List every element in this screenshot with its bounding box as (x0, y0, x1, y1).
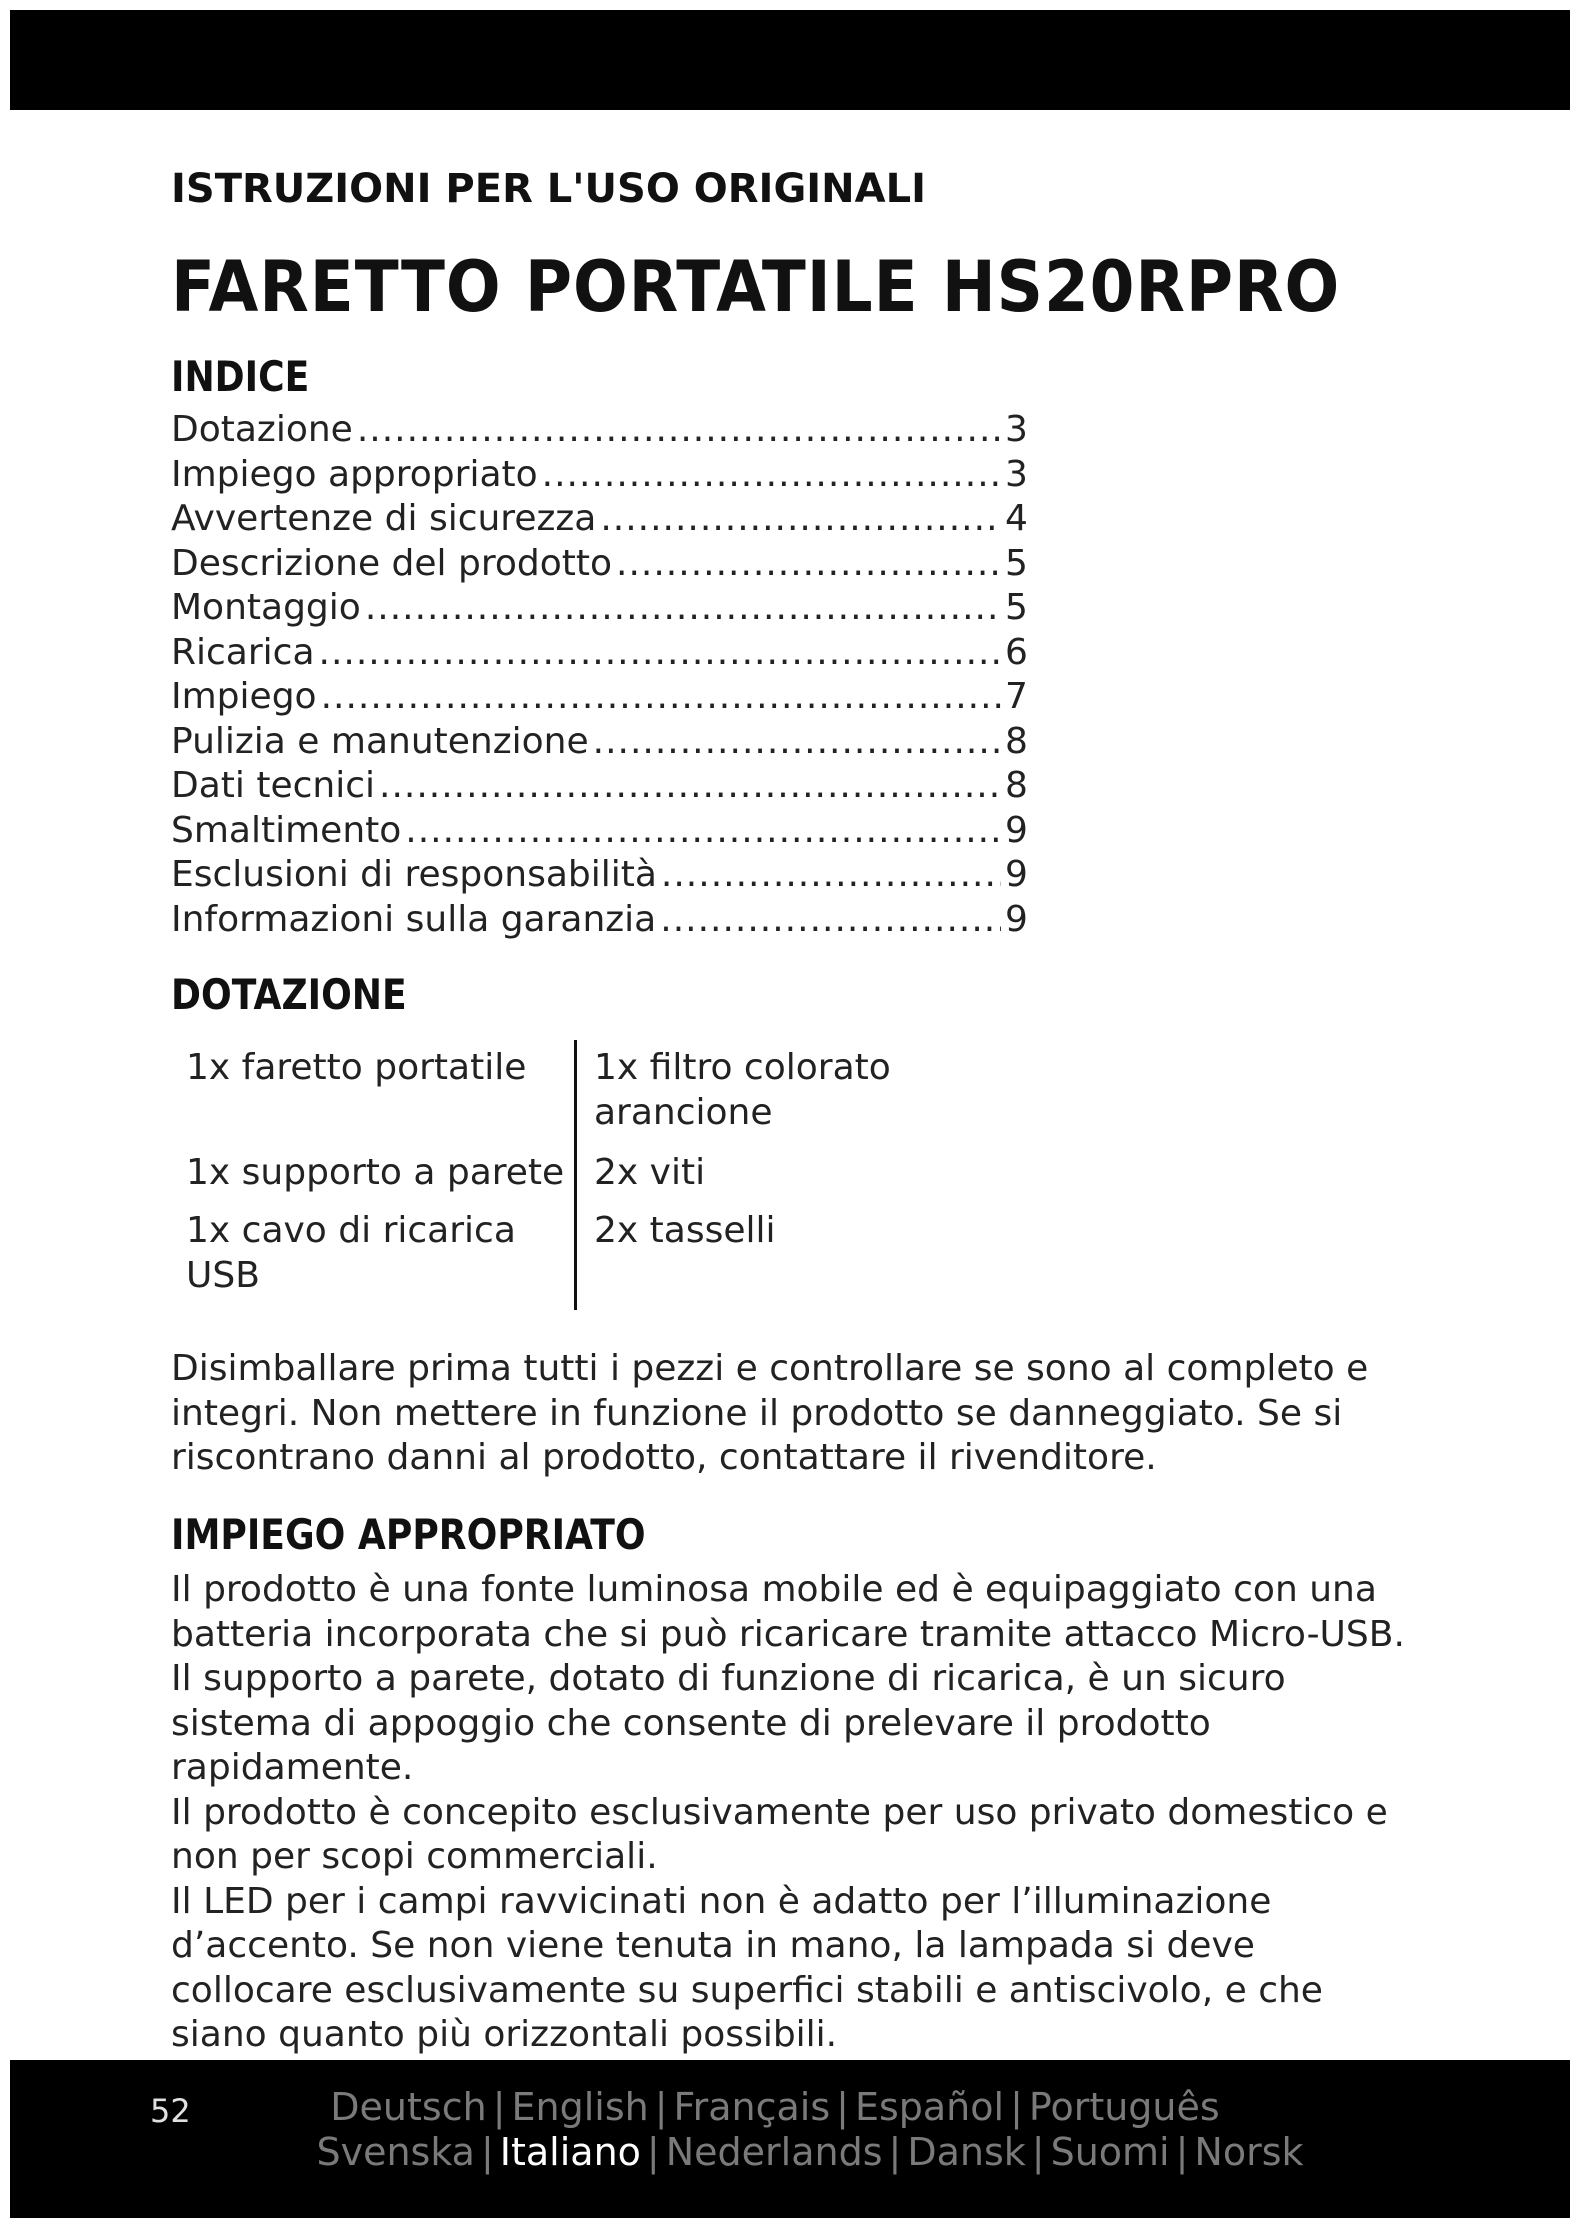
contents-item: 1x supporto a parete (186, 1152, 565, 1193)
document-subtitle: ISTRUZIONI PER L'USO ORIGINALI (171, 166, 926, 212)
language-separator: | (1175, 2130, 1189, 2174)
toc-entry[interactable]: Ricarica ..... 6 (171, 631, 1031, 676)
language-separator: | (492, 2085, 506, 2129)
language-link-francais[interactable]: Français (673, 2085, 831, 2129)
toc-entry[interactable]: Dati tecnici ..... 8 (171, 764, 1031, 809)
language-link-deutsch[interactable]: Deutsch (330, 2085, 487, 2129)
toc-entry[interactable]: Pulizia e manutenzione ..... 8 (171, 720, 1031, 765)
toc-entry[interactable]: Avvertenze di sicurezza ..... 4 (171, 497, 1031, 542)
impiego-paragraph: Il prodotto è una fonte luminosa mobile ed è equipaggiato con una batteria incorporata che si può ricaricare tramite attacco Micro-USB. Il supporto a parete, dotato di funzione di ricarica, è un sicuro sistema di appoggio che consente di prelevare il prodotto rapidamente. (171, 1569, 1405, 1788)
language-link-norsk[interactable]: Norsk (1194, 2130, 1304, 2174)
toc-entry[interactable]: Esclusioni di responsabilità ..... 9 (171, 853, 1031, 898)
toc-entry[interactable]: Smaltimento ..... 9 (171, 809, 1031, 854)
contents-item: 2x tasselli (594, 1210, 776, 1251)
language-separator: | (654, 2085, 668, 2129)
contents-divider (574, 1040, 577, 1310)
contents-item: 1x faretto portatile (186, 1047, 527, 1088)
language-link-svenska[interactable]: Svenska (316, 2130, 475, 2174)
toc-entry[interactable]: Descrizione del prodotto ..... 5 (171, 542, 1031, 587)
package-contents (186, 1040, 986, 1310)
top-bar (10, 10, 1570, 110)
toc-entry[interactable]: Dotazione ..... 3 (171, 408, 1031, 453)
language-link-espanol[interactable]: Español (854, 2085, 1005, 2129)
language-link-italiano-active[interactable]: Italiano (499, 2130, 641, 2174)
contents-item: 2x viti (594, 1152, 706, 1193)
language-link-nederlands[interactable]: Nederlands (665, 2130, 883, 2174)
language-separator: | (480, 2130, 494, 2174)
toc-entry[interactable]: Montaggio ..... 5 (171, 586, 1031, 631)
language-separator: | (836, 2085, 849, 2129)
language-separator: | (1031, 2130, 1045, 2174)
dotazione-heading: DOTAZIONE (171, 970, 407, 1019)
toc-entry[interactable]: Informazioni sulla garanzia ..... 9 (171, 898, 1031, 943)
language-link-suomi[interactable]: Suomi (1050, 2130, 1170, 2174)
toc-heading: INDICE (171, 352, 310, 401)
language-menu-row-1 (0, 2085, 1555, 2129)
impiego-paragraph: Il LED per i campi ravvicinati non è adatto per l’illuminazione d’accento. Se non viene tenuta in mano, la lampada si deve collocare esclusivamente su superfici stabili e antiscivolo, e che siano quanto più orizzontali possibili. (171, 1880, 1323, 2055)
language-link-dansk[interactable]: Dansk (907, 2130, 1026, 2174)
dotazione-paragraph: Disimballare prima tutti i pezzi e controllare se sono al completo e integri. Non mettere in funzione il prodotto se danneggiato. Se si riscontrano danni al prodotto, contattare il rivenditore. (171, 1348, 1369, 1478)
impiego-heading: IMPIEGO APPROPRIATO (171, 1510, 646, 1559)
language-link-english[interactable]: English (511, 2085, 649, 2129)
page-number: 52 (150, 2092, 191, 2130)
contents-item: 1x filtro colorato arancione (594, 1047, 891, 1133)
toc-entry[interactable]: Impiego ..... 7 (171, 675, 1031, 720)
toc-entry[interactable]: Impiego appropriato ..... 3 (171, 453, 1031, 498)
table-of-contents (171, 408, 1031, 942)
language-link-portugues[interactable]: Português (1028, 2085, 1220, 2129)
impiego-text (171, 1568, 1421, 2058)
language-separator: | (888, 2130, 902, 2174)
document-title: FARETTO PORTATILE HS20RPRO (171, 246, 1341, 328)
language-separator: | (1010, 2085, 1023, 2129)
contents-item: 1x cavo di ricarica USB (186, 1210, 516, 1296)
impiego-paragraph: Il prodotto è concepito esclusivamente per uso privato domestico e non per scopi commerciali. (171, 1791, 1388, 1877)
language-menu-row-2 (30, 2130, 1580, 2174)
language-separator: | (646, 2130, 660, 2174)
